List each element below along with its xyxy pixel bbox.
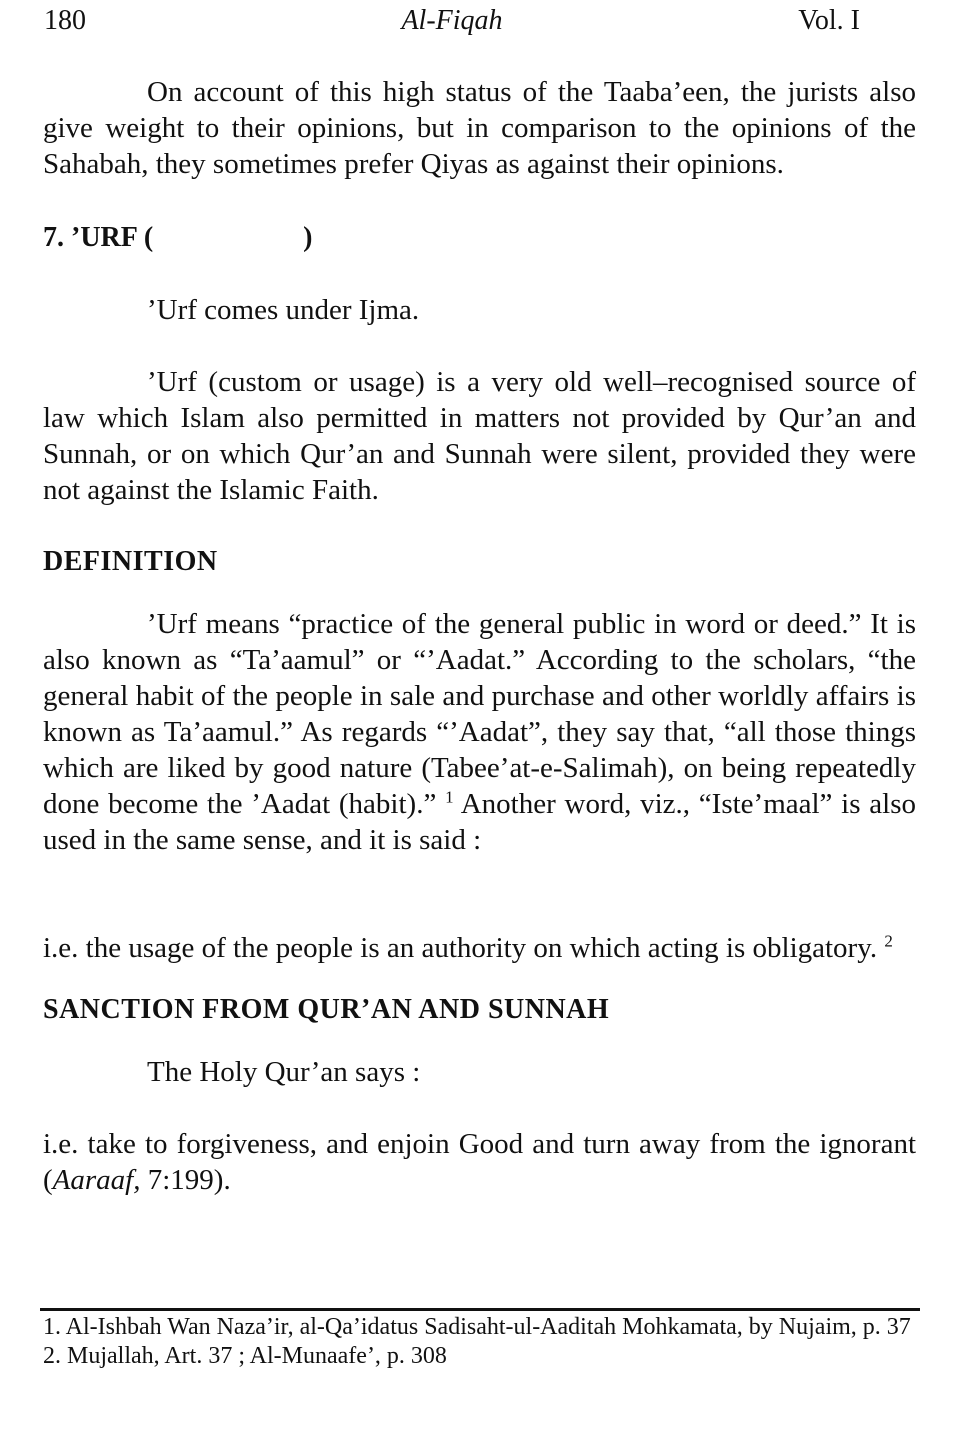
page-number: 180 bbox=[44, 5, 86, 36]
arabic-quote-gap bbox=[43, 858, 916, 930]
footnote-ref-2: 2 bbox=[884, 931, 893, 951]
paragraph-quran-says: The Holy Qur’an says : bbox=[147, 1056, 421, 1088]
volume-label: Vol. I bbox=[798, 5, 860, 36]
footnote-2: 2. Mujallah, Art. 37 ; Al-Munaafe’, p. 308 bbox=[43, 1343, 447, 1369]
paragraph-urf-ijma: ’Urf comes under Ijma. bbox=[147, 294, 420, 326]
surah-reference: Aaraaf, bbox=[52, 1164, 141, 1196]
footnotes bbox=[43, 1313, 916, 1371]
definition-tail: Another word, viz., “Iste’maal” is also used in the same sense, and it is said : bbox=[43, 788, 916, 856]
section-heading-close: ) bbox=[303, 222, 313, 253]
page-body bbox=[43, 74, 916, 1198]
usage-text: i.e. the usage of the people is an authority on which acting is obligatory. bbox=[43, 932, 878, 964]
paragraph-urf-custom: ’Urf (custom or usage) is a very old well–recognised source of law which Islam also permitted in matters not provided by Qur’an and Sunnah, or on which Qur’an and Sunnah were silent, provided they were not against the Islamic Faith. bbox=[43, 366, 916, 506]
verse-reference: 7:199). bbox=[140, 1164, 231, 1196]
heading-definition: DEFINITION bbox=[43, 546, 218, 577]
forgiveness-text: i.e. take to forgiveness, and enjoin Good and turn away from the ignorant ( bbox=[43, 1128, 916, 1196]
footnote-1: 1. Al-Ishbah Wan Naza’ir, al-Qa’idatus Sadisaht-ul-Aaditah Mohkamata, by Nujaim, p. 37 bbox=[43, 1314, 911, 1340]
book-title: Al-Fiqah bbox=[401, 5, 503, 36]
paragraph-taabaeen: On account of this high status of the Taaba’een, the jurists also give weight to their opinions, but in comparison to the opinions of the Sahabah, they sometimes prefer Qiyas as against their opinions. bbox=[43, 76, 916, 180]
paragraph-usage bbox=[43, 930, 916, 966]
paragraph-forgiveness bbox=[43, 1126, 916, 1198]
page-header bbox=[44, 4, 860, 38]
section-heading-urf bbox=[43, 220, 916, 256]
definition-text: ’Urf means “practice of the general public in word or deed.” It is also known as “Ta’aamul” or “’Aadat.” According to the scholars, “the general habit of the people in sale and purchase and other worldly affairs is known as Ta’aamul.” As regards “’Aadat”, they say that, “all those things which are liked by good nature (Tabee’at-e-Salimah), on being repeatedly done become the ’Aadat (habit).” bbox=[43, 608, 916, 820]
heading-sanction: SANCTION FROM QUR’AN AND SUNNAH bbox=[43, 994, 610, 1025]
section-heading-text: 7. ’URF ( bbox=[43, 222, 154, 253]
paragraph-definition bbox=[43, 606, 916, 858]
footnote-divider bbox=[40, 1308, 920, 1311]
footnote-ref-1: 1 bbox=[445, 787, 454, 807]
